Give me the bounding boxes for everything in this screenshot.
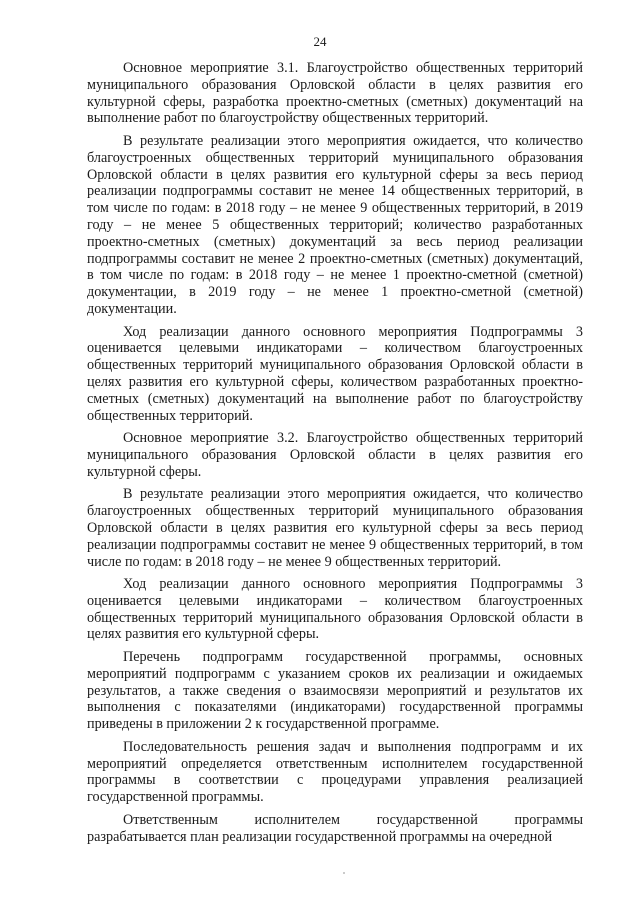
scan-speck (343, 872, 345, 874)
paragraph-subprogram-list: Перечень подпрограмм государственной программы, основных мероприятий подпрограмм с указанием сроков их реализации и ожидаемых результатов, а также сведения о взаимосвязи мероприятий и результатов их выполнения с показателями (индикаторами) государственной программы приведены в приложении 2 к государственной программе. (87, 649, 583, 733)
paragraph-measure-3-1-title: Основное мероприятие 3.1. Благоустройство общественных территорий муниципального образования Орловской области в целях развития его культурной сферы, разработка проектно-сметных (сметных) документаций на выполнение работ по благоустройству общественных территорий. (87, 60, 583, 127)
document-body (87, 60, 583, 845)
paragraph-measure-3-1-results: В результате реализации этого мероприятия ожидается, что количество благоустроенных общественных территорий муниципального образования Орловской области в целях развития его культурной сферы за весь период реализации подпрограммы составит не менее 14 общественных территорий, в том числе по годам: в 2018 году – не менее 9 общественных территорий, в 2019 году – не менее 5 общественных территорий; количество разработанных проектно-сметных (сметных) документаций за весь период реализации подпрограммы составит не менее 2 проектно-сметных (сметных) документаций, в том числе по годам: в 2018 году – не менее 1 проектно-сметной (сметной) документации, в 2019 году – не менее 1 проектно-сметной (сметной) документации. (87, 132, 583, 317)
paragraph-execution-sequence: Последовательность решения задач и выполнения подпрограмм и их мероприятий определяется ответственным исполнителем государственной программы в соответствии с процедурами управления реализацией государственной программы. (87, 738, 583, 806)
paragraph-measure-3-2-results: В результате реализации этого мероприятия ожидается, что количество благоустроенных общественных территорий муниципального образования Орловской области в целях развития его культурной сферы за весь период реализации подпрограммы составит не менее 9 общественных территорий, в том числе по годам: в 2018 году – не менее 9 общественных территорий. (87, 486, 583, 570)
paragraph-measure-3-1-indicators: Ход реализации данного основного мероприятия Подпрограммы 3 оценивается целевыми индикаторами – количеством благоустроенных общественных территорий муниципального образования Орловской области в целях развития его культурной сферы, количеством разработанных проектно-сметных (сметных) документаций на выполнение работ по благоустройству общественных территорий. (87, 323, 583, 424)
page-number: 24 (313, 34, 327, 49)
paragraph-implementation-plan: Ответственным исполнителем государственной программы разрабатывается план реализации государственной программы на очередной (87, 811, 583, 845)
paragraph-measure-3-2-title: Основное мероприятие 3.2. Благоустройство общественных территорий муниципального образования Орловской области в целях развития его культурной сферы. (87, 430, 583, 480)
paragraph-measure-3-2-indicators: Ход реализации данного основного мероприятия Подпрограммы 3 оценивается целевыми индикаторами – количеством благоустроенных общественных территорий муниципального образования Орловской области в целях развития его культурной сферы. (87, 576, 583, 643)
